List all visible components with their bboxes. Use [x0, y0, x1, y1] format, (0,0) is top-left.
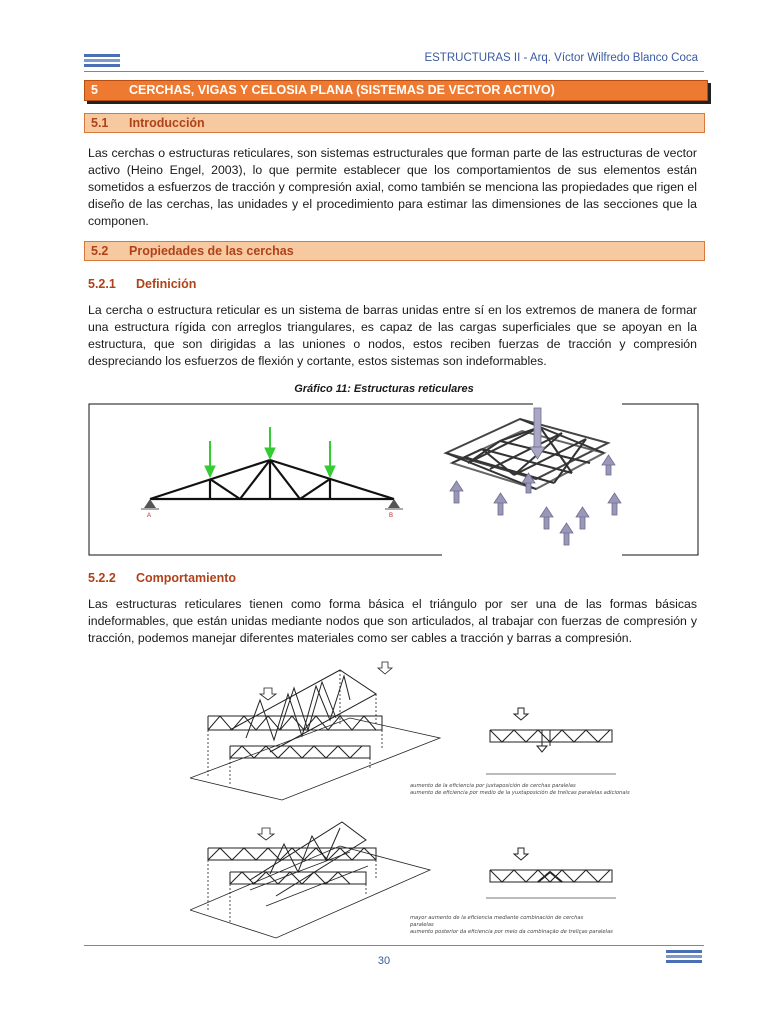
sketch-note-2b: paralelas	[410, 922, 434, 928]
section-title-bar	[84, 80, 708, 101]
reaction-arrow-icon	[450, 455, 621, 545]
header-divider	[84, 71, 704, 72]
behavior-number: 5.2.2	[88, 571, 116, 585]
truss-figure	[88, 403, 700, 557]
behavior-title: Comportamiento	[136, 571, 236, 585]
definition-heading	[88, 277, 196, 291]
section-number: 5	[91, 83, 98, 97]
sketch-note-2a: mayor aumento de la eficiencia mediante combinación de cerchas	[410, 915, 584, 921]
figure-caption: Gráfico 11: Estructuras reticulares	[294, 383, 474, 395]
truss-efficiency-sketch	[190, 660, 630, 945]
definition-paragraph: La cercha o estructura reticular es un sistema de barras unidas entre sí en los extremos de manera de formar una estructura rígida con arreglos triangulares, es capaz de las cargas superficiales que se apoyan en la estructura, que son dirigidas a las uniones o nodos, estos reciben fuerzas de tracción y compresión despreciando los esfuerzos de flexión y cortante, estos sistemas son indeformables.	[88, 303, 697, 368]
section-title: CERCHAS, VIGAS Y CELOSIA PLANA (SISTEMAS DE VECTOR ACTIVO)	[129, 83, 555, 97]
properties-title: Propiedades de las cerchas	[129, 244, 294, 258]
behavior-paragraph: Las estructuras reticulares tienen como forma básica el triángulo por ser una de las formas básicas indeformables, que están unidas mediante nodos que son articulados, al trabajar con fuerzas de compresión y tracción, podemos manejar diferentes materiales como ser cables a tracción y barras a compresión.	[88, 597, 697, 645]
footer-divider	[84, 945, 704, 946]
support-b-label: B	[388, 513, 394, 519]
page-number: 30	[377, 955, 391, 967]
support-b-icon	[388, 499, 400, 508]
planar-truss-diagram	[150, 460, 394, 499]
sketch-note-1a: aumento de la eficiencia por juxtaposición de cerchas paralelas	[410, 783, 576, 789]
header-text: ESTRUCTURAS II - Arq. Víctor Wilfredo Blanco Coca	[424, 52, 698, 64]
sketch-note-1b: aumento de eficiencia por medio de la yuxtaposición de trelicas paralelas adicionais	[410, 790, 630, 796]
properties-number: 5.2	[91, 244, 109, 258]
intro-number: 5.1	[91, 116, 109, 130]
support-a-icon	[144, 499, 156, 508]
definition-number: 5.2.1	[88, 277, 116, 291]
footer-logo-icon	[666, 950, 702, 964]
behavior-heading	[88, 571, 236, 585]
properties-heading-bar	[84, 241, 705, 261]
header-logo-icon	[84, 54, 120, 68]
sketch-note-2c: aumento posterior da eficiencia por meio da combinação de treliças paralelas	[410, 929, 613, 935]
intro-heading-bar	[84, 113, 705, 133]
intro-title: Introducción	[129, 116, 205, 130]
support-a-label: A	[146, 513, 152, 519]
intro-paragraph: Las cerchas o estructuras reticulares, son sistemas estructurales que forman parte de las estructuras de vector activo (Heino Engel, 2003), lo que permite establecer que los comportamientos de sus elementos están sometidos a esfuerzos de tracción y compresión axial, como también se menciona las propiedades que rigen el diseño de las cerchas, las unidades y el procedimiento para estimar las dimensiones de las secciones que la componen.	[88, 146, 697, 228]
definition-title: Definición	[136, 277, 197, 291]
